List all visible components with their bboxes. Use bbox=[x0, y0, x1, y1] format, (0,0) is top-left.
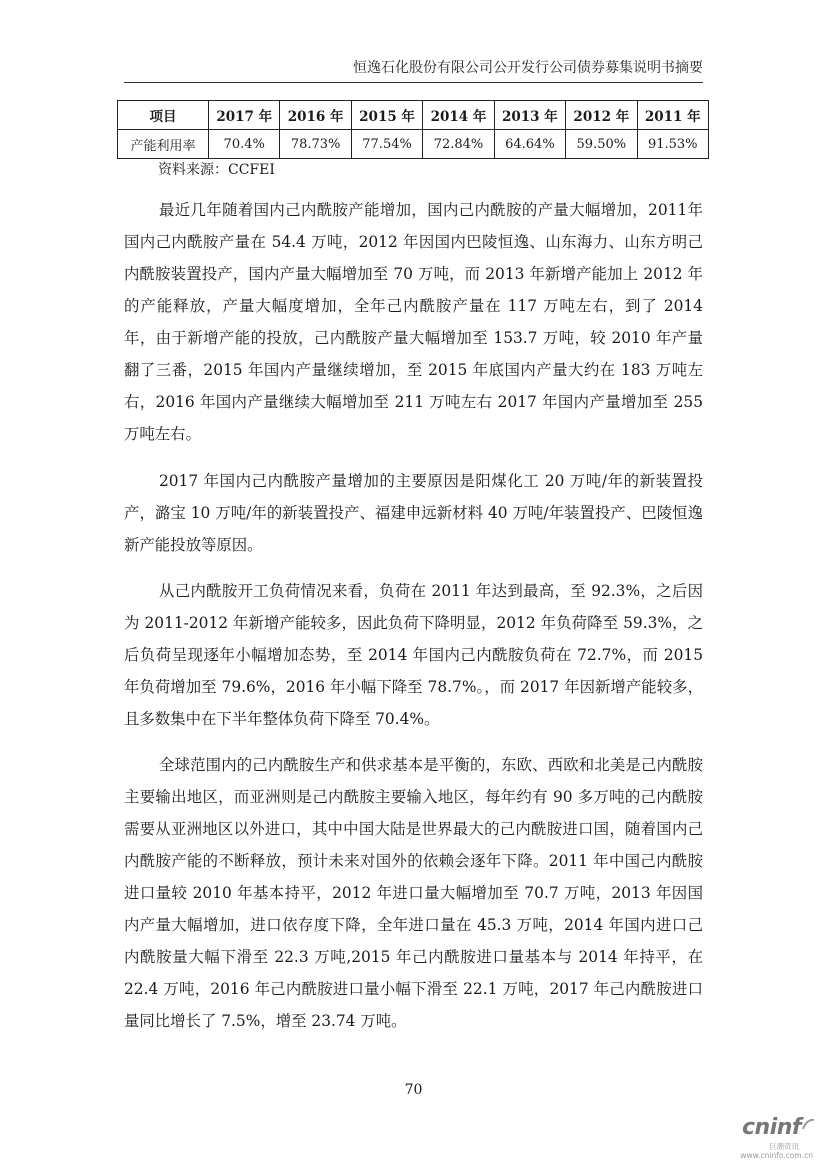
table-cell: 产能利用率 bbox=[118, 130, 209, 159]
table-header-row bbox=[118, 101, 709, 130]
table-header-cell: 2011 年 bbox=[637, 101, 708, 130]
table-header-cell: 项目 bbox=[118, 101, 209, 130]
table-cell: 70.4% bbox=[209, 130, 280, 159]
table-cell: 78.73% bbox=[280, 130, 351, 159]
cninf-watermark-logo bbox=[737, 1115, 815, 1161]
watermark-sub: 巨潮资讯 bbox=[769, 1142, 799, 1151]
table-cell: 64.64% bbox=[494, 130, 565, 159]
table-header-cell: 2017 年 bbox=[209, 101, 280, 130]
table-header-cell: 2013 年 bbox=[494, 101, 565, 130]
table-header-cell: 2015 年 bbox=[351, 101, 422, 130]
body-paragraph: 最近几年随着国内己内酰胺产能增加，国内己内酰胺的产量大幅增加，2011年国内己内酰胺产量在 54.4 万吨，2012 年因国内巴陵恒逸、山东海力、山东方明己内酰胺装置投产，国内产量大幅增加至 70 万吨，而 2013 年新增产能加上 2012 年的产能释放，产量大幅度增加，全年己内酰胺产量在 117 万吨左右，到了 2014 年，由于新增产能的投放，己内酰胺产量大幅增加至 153.7 万吨，较 2010 年产量翻了三番，2015 年国内产量继续增加，至 2015 年底国内产量大约在 183 万吨左右，2016 年国内产量继续大幅增加至 211 万吨左右 2017 年国内产量增加至 255 万吨左右。 bbox=[124, 201, 703, 443]
body-paragraph: 全球范围内的己内酰胺生产和供求基本是平衡的，东欧、西欧和北美是己内酰胺主要输出地区，而亚洲则是己内酰胺主要输入地区，每年约有 90 多万吨的己内酰胺需要从亚洲地区以外进口，其中中国大陆是世界最大的己内酰胺进口国，随着国内己内酰胺产能的不断释放，预计未来对国外的依赖会逐年下降。2011 年中国己内酰胺进口量较 2010 年基本持平，2012 年进口量大幅增加至 70.7 万吨，2013 年因国内产量大幅增加，进口依存度下降，全年进口量在 45.3 万吨，2014 年国内进口己内酰胺量大幅下滑至 22.3 万吨,2015 年己内酰胺进口量基本与 2014 年持平，在 22.4 万吨，2016 年己内酰胺进口量小幅下滑至 22.1 万吨，2017 年己内酰胺进口量同比增长了 7.5%，增至 23.74 万吨。 bbox=[124, 756, 703, 1030]
watermark-brand: cninf bbox=[742, 1115, 801, 1140]
body-paragraph: 从己内酰胺开工负荷情况来看，负荷在 2011 年达到最高，至 92.3%，之后因为 2011-2012 年新增产能较多，因此负荷下降明显，2012 年负荷降至 59.3%，之后负荷呈现逐年小幅增加态势，至 2014 年国内己内酰胺负荷在 72.7%，而 2015 年负荷增加至 79.6%，2016 年小幅下降至 78.7%。，而 2017 年因新增产能较多，且多数集中在下半年整体负荷下降至 70.4%。 bbox=[124, 582, 703, 728]
table-cell: 59.50% bbox=[566, 130, 637, 159]
page-number: 70 bbox=[404, 1082, 423, 1098]
body-paragraph: 2017 年国内己内酰胺产量增加的主要原因是阳煤化工 20 万吨/年的新装置投产，潞宝 10 万吨/年的新装置投产、福建申远新材料 40 万吨/年装置投产、巴陵恒逸新产能投放等原因。 bbox=[124, 472, 703, 554]
logo-swoosh-icon bbox=[801, 1117, 815, 1131]
document-header: 恒逸石化股份有限公司公开发行公司债券募集说明书摘要 bbox=[353, 60, 703, 76]
watermark-url: www.cninfo.com.cn bbox=[740, 1151, 813, 1160]
table-cell: 72.84% bbox=[423, 130, 494, 159]
table-header-cell: 2016 年 bbox=[280, 101, 351, 130]
table-cell: 77.54% bbox=[351, 130, 422, 159]
table-source-note: 资料来源：CCFEI bbox=[158, 162, 275, 178]
table-header-cell: 2012 年 bbox=[566, 101, 637, 130]
table-row bbox=[118, 130, 709, 159]
capacity-utilization-table bbox=[117, 100, 709, 159]
table-header-cell: 2014 年 bbox=[423, 101, 494, 130]
header-divider bbox=[124, 82, 703, 83]
table-cell: 91.53% bbox=[637, 130, 708, 159]
